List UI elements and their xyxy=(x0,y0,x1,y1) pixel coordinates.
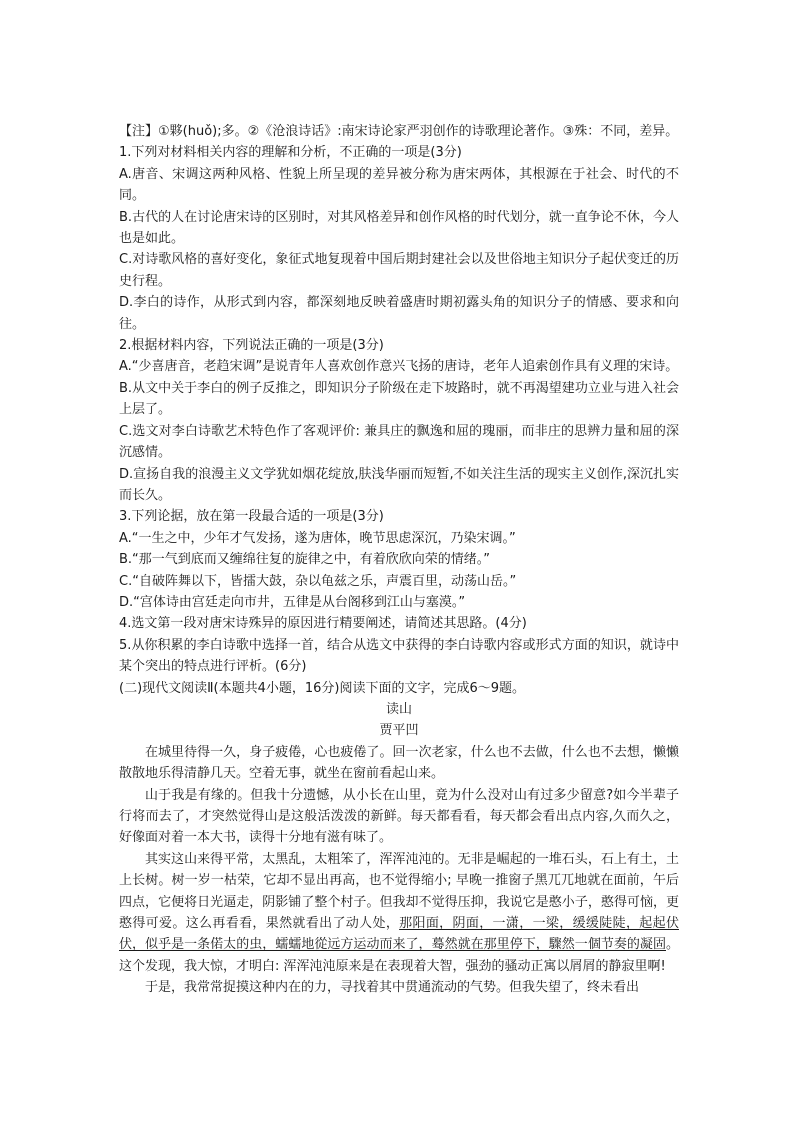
question-2-option-b: B.从文中关于李白的例子反推之，即知识分子阶级在走下坡路时，就不再渴望建功立业与进入社会上层了。 xyxy=(119,380,679,418)
question-2-option-c: C.选文对李白诗歌艺术特色作了客观评价: 兼具庄的飘逸和屈的瑰丽，而非庄的思辨力量和屈的深沉感情。 xyxy=(119,423,679,461)
article-paragraph-3 xyxy=(119,849,679,977)
question-3-stem: 3.下列论据，放在第一段最合适的一项是(3分) xyxy=(119,509,384,525)
question-3-option-a: A.“一生之中，少年才气发扬，遂为唐体，晚节思虑深沉，乃染宋调。” xyxy=(119,530,516,546)
question-2-stem: 2.根据材料内容，下列说法正确的一项是(3分) xyxy=(119,338,384,354)
article-paragraph-4: 于是，我常常捉摸这种内在的力，寻找着其中贯通流动的气势。但我失望了，终未看出 xyxy=(145,980,640,996)
question-2-option-d: D.宣扬自我的浪漫主义文学犹如烟花绽放,肤浅华丽而短暂,不如关注生活的现实主义创作,深沉扎实而长久。 xyxy=(119,466,679,503)
question-1-option-a: A.唐音、宋调这两种风格、性貌上所呈现的差异被分称为唐宋两体，其根源在于社会、时代的不同。 xyxy=(119,166,679,204)
question-1-stem: 1.下列对材料相关内容的理解和分析，不正确的一项是(3分) xyxy=(119,145,462,161)
annotation-note: 【注】①夥(huǒ);多。②《沧浪诗话》:南宋诗论家严羽创作的诗歌理论著作。③殊：不同，差异。 xyxy=(119,124,679,139)
article-paragraph-3-text-b: 。这个发现，我大惊，才明白: 浑浑沌沌原来是在表现着大智，强劲的骚动正寓以屑屑的静寂里啊! xyxy=(119,937,679,974)
question-5: 5.从你积累的李白诗歌中选择一首，结合从选文中获得的李白诗歌内容或形式方面的知识，就诗中某个突出的特点进行评析。(6分) xyxy=(119,637,679,675)
question-3-option-c: C.“自破阵舞以下，皆擂大鼓，杂以龟兹之乐，声震百里，动荡山岳。” xyxy=(119,573,517,589)
article-paragraph-3-text-a: 其实这山来得平常，太黑乱，太粗笨了，浑浑沌沌的。无非是崛起的一堆石头，石上有土，土上长树。树一岁一枯荣，它却不显出再高，也不觉得缩小; 早晚一推窗子黑兀兀地就在面前，午后四点，它便将日光逼走，阴影铺了整个村子。但我却不觉得压抑，我说它是憨小子，憨得可恼，更憨得可爱。这么再看看，果然就看出了动人处， xyxy=(119,851,679,932)
question-3-option-b: B.“那一气到底而又缠绵往复的旋律之中，有着欣欣向荣的情绪。” xyxy=(119,552,491,568)
article-underlined-passage: 那阳面，阴面，一潇，一梁，缓缓陡陡，起起伏伏，似乎是一条偌太的虫，蠕蠕地從远方运动而来了，蓦然就在那里停下，驟然一個节奏的凝固 xyxy=(119,916,679,953)
article-title: 读山 xyxy=(385,701,412,717)
document-page xyxy=(119,121,679,999)
article-paragraph-1: 在城里待得一久，身子疲倦，心也疲倦了。回一次老家，什么也不去做，什么也不去想，懒懒散散地乐得清静几天。空着无事，就坐在窗前看起山来。 xyxy=(119,744,679,782)
article-paragraph-2: 山于我是有缘的。但我十分遗憾，从小长在山里，竟为什么没对山有过多少留意?如今半辈子行将而去了，才突然觉得山是这般活泼泼的新鲜。每天都看看，每天都会看出点内容,久而久之，好像面对着一本大书，读得十分地有滋有味了。 xyxy=(119,787,679,846)
question-1-option-b: B.古代的人在讨论唐宋诗的区别时，对其风格差异和创作风格的时代划分，就一直争论不休，今人也是如此。 xyxy=(119,209,679,247)
question-1-option-d: D.李白的诗作，从形式到内容，都深刻地反映着盛唐时期初露头角的知识分子的情感、要求和向往。 xyxy=(119,295,679,332)
question-3-option-d: D.“宫体诗由宫廷走向市井，五律是从台阁移到江山与塞漠。” xyxy=(119,594,466,610)
question-4: 4.选文第一段对唐宋诗殊异的原因进行精要阐述，请简述其思路。(4分) xyxy=(119,616,527,632)
question-2-option-a: A.“少喜唐音，老趋宋调”是说青年人喜欢创作意兴飞扬的唐诗，老年人追索创作具有义理的宋诗。 xyxy=(119,359,679,375)
question-1-option-c: C.对诗歌风格的喜好变化，象征式地复现着中国后期封建社会以及世俗地主知识分子起伏变迁的历史行程。 xyxy=(119,252,679,289)
article-author: 贾平凹 xyxy=(379,723,419,739)
section-2-heading: (二)现代文阅读Ⅱ(本题共4小题，16分)阅读下面的文字，完成6～9题。 xyxy=(119,680,526,696)
